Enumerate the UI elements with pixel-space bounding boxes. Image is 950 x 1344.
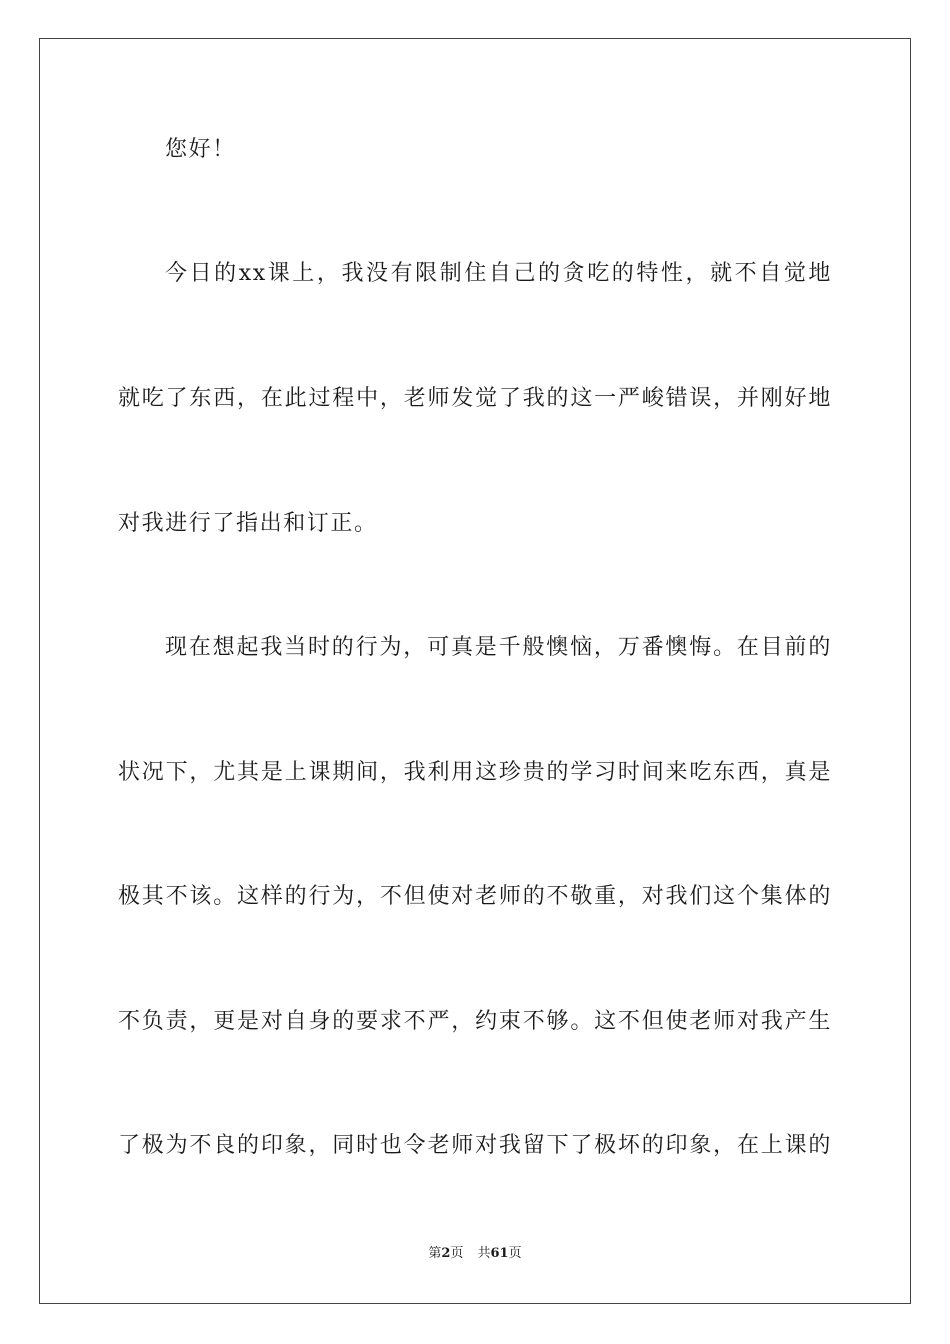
page-footer	[0, 1245, 950, 1263]
footer-page-number: 2	[441, 1246, 451, 1261]
body-line-4: 现在想起我当时的行为，可真是千般懊恼，万番懊悔。在目前的	[165, 635, 832, 660]
footer-page-prefix: 第	[428, 1246, 442, 1261]
page-frame	[39, 38, 911, 1304]
body-line-5: 状况下，尤其是上课期间，我利用这珍贵的学习时间来吃东西，真是	[118, 760, 832, 785]
footer-total-suffix: 页	[508, 1246, 522, 1261]
footer-total-prefix: 共	[477, 1246, 491, 1261]
body-line-7: 不负责，更是对自身的要求不严，约束不够。这不但使老师对我产生	[118, 1009, 832, 1034]
body-line-1: 今日的xx课上，我没有限制住自己的贪吃的特性，就不自觉地	[165, 261, 832, 286]
body-line-8: 了极为不良的印象，同时也令老师对我留下了极坏的印象，在上课的	[118, 1133, 832, 1158]
body-line-2: 就吃了东西，在此过程中，老师发觉了我的这一严峻错误，并刚好地	[118, 386, 832, 411]
body-line-6: 极其不该。这样的行为，不但使对老师的不敬重，对我们这个集体的	[118, 884, 832, 909]
footer-total-pages: 61	[490, 1246, 509, 1261]
body-line-3: 对我进行了指出和订正。	[118, 511, 378, 536]
greeting-line: 您好！	[165, 137, 236, 162]
footer-page-suffix: 页	[450, 1246, 464, 1261]
